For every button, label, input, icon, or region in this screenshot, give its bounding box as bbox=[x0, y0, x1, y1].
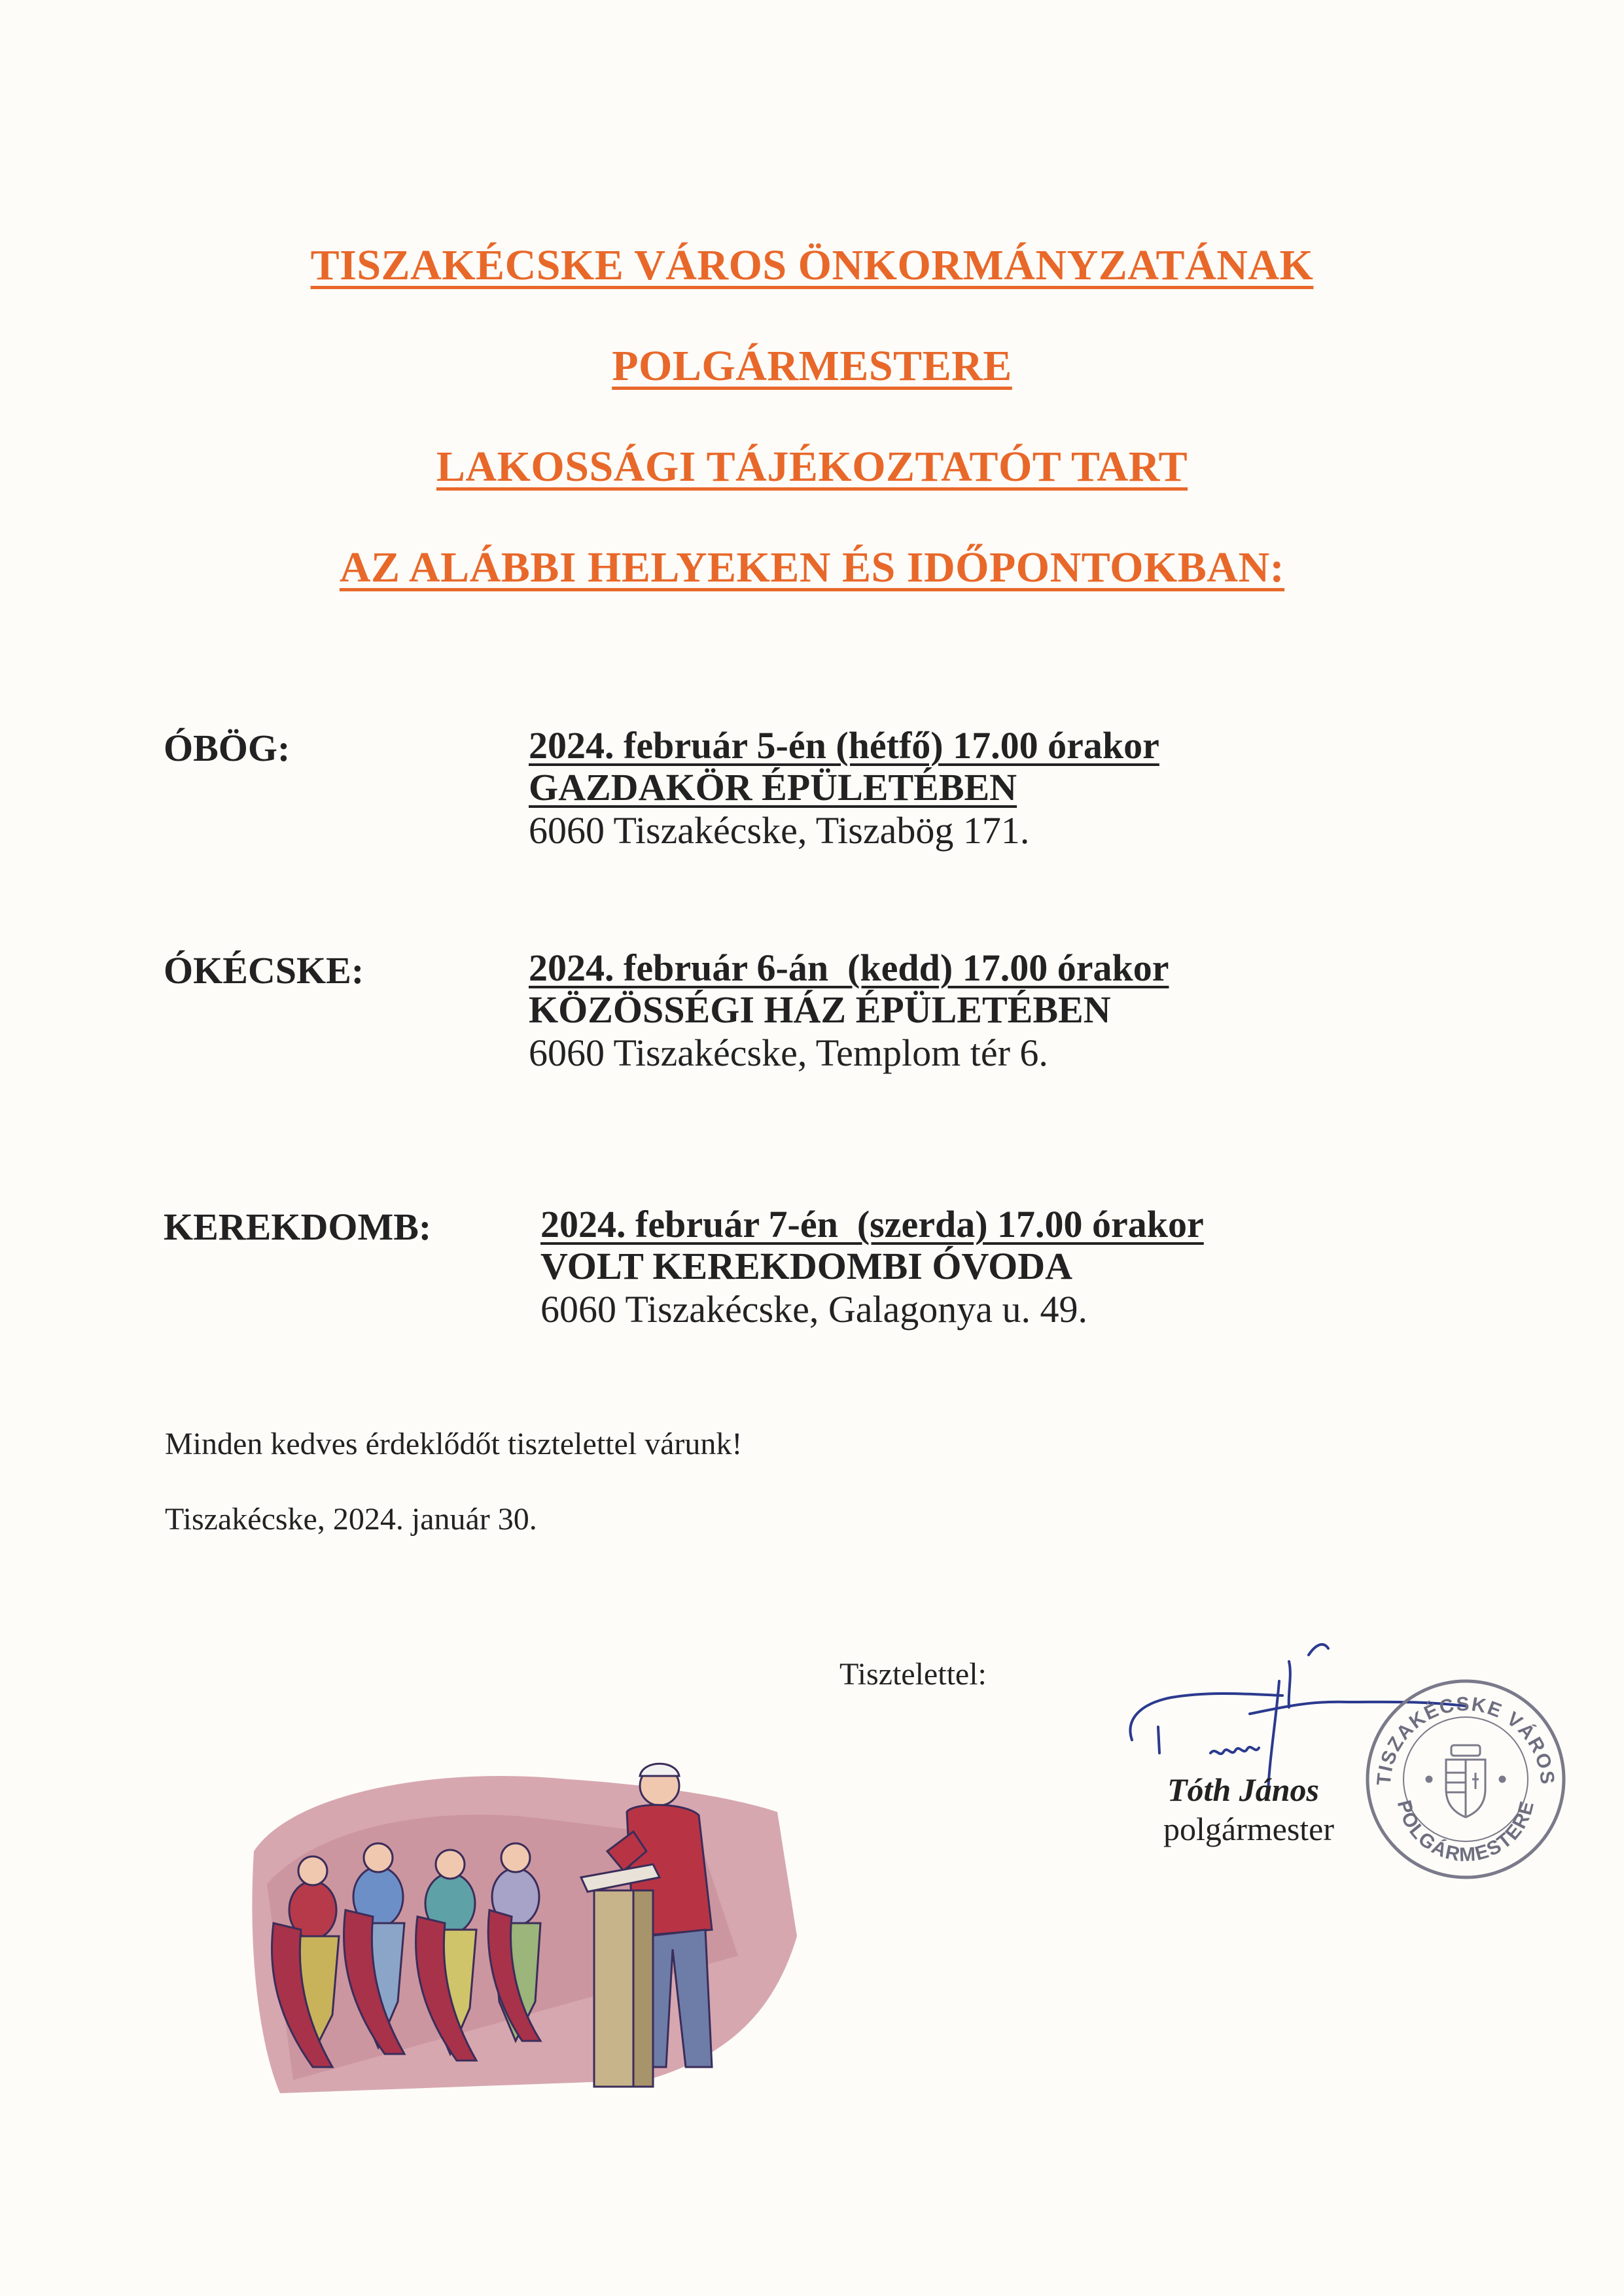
place-and-date: Tiszakécske, 2024. január 30. bbox=[165, 1502, 537, 1537]
coat-of-arms-icon bbox=[1426, 1745, 1505, 1817]
meeting-clipart bbox=[241, 1740, 810, 2106]
location-name-okecske: ÓKÉCSKE: bbox=[164, 949, 364, 992]
location-details-obog bbox=[529, 725, 1159, 852]
signer-name: Tóth János bbox=[1167, 1771, 1320, 1808]
location-address: 6060 Tiszakécske, Templom tér 6. bbox=[529, 1032, 1048, 1074]
stamp-text-bottom: POLGÁRMESTERE bbox=[1392, 1798, 1539, 1866]
official-stamp bbox=[1361, 1675, 1570, 1884]
location-details-kerekdomb bbox=[540, 1204, 1204, 1331]
location-address: 6060 Tiszakécske, Galagonya u. 49. bbox=[540, 1288, 1088, 1331]
location-name-kerekdomb: KEREKDOMB: bbox=[164, 1206, 432, 1248]
location-address: 6060 Tiszakécske, Tiszabög 171. bbox=[529, 809, 1030, 852]
location-place: GAZDAKÖR ÉPÜLETÉBEN bbox=[529, 766, 1017, 809]
heading-line-1: TISZAKÉCSKE VÁROS ÖNKORMÁNYZATÁNAK bbox=[310, 241, 1314, 289]
location-date: 2024. február 6-án (kedd) 17.00 órakor bbox=[529, 947, 1169, 989]
location-place: VOLT KEREKDOMBI ÓVODA bbox=[540, 1245, 1073, 1287]
heading-line-4: AZ ALÁBBI HELYEKEN ÉS IDŐPONTOKBAN: bbox=[339, 544, 1285, 591]
location-place: KÖZÖSSÉGI HÁZ ÉPÜLETÉBEN bbox=[529, 988, 1111, 1031]
greeting: Tisztelettel: bbox=[839, 1657, 987, 1692]
location-date: 2024. február 5-én (hétfő) 17.00 órakor bbox=[529, 724, 1159, 767]
stamp-text-top: TISZAKÉCSKE VÁROS bbox=[1373, 1693, 1559, 1786]
heading-line-3: LAKOSSÁGI TÁJÉKOZTATÓT TART bbox=[436, 443, 1188, 491]
closing-sentence: Minden kedves érdeklődőt tisztelettel várunk! bbox=[165, 1427, 743, 1461]
location-name-obog: ÓBÖG: bbox=[164, 727, 291, 769]
heading-line-2: POLGÁRMESTERE bbox=[612, 342, 1012, 390]
location-date: 2024. február 7-én (szerda) 17.00 órakor bbox=[540, 1203, 1204, 1245]
signer-title: polgármester bbox=[1163, 1811, 1335, 1847]
location-details-okecske bbox=[529, 947, 1169, 1074]
